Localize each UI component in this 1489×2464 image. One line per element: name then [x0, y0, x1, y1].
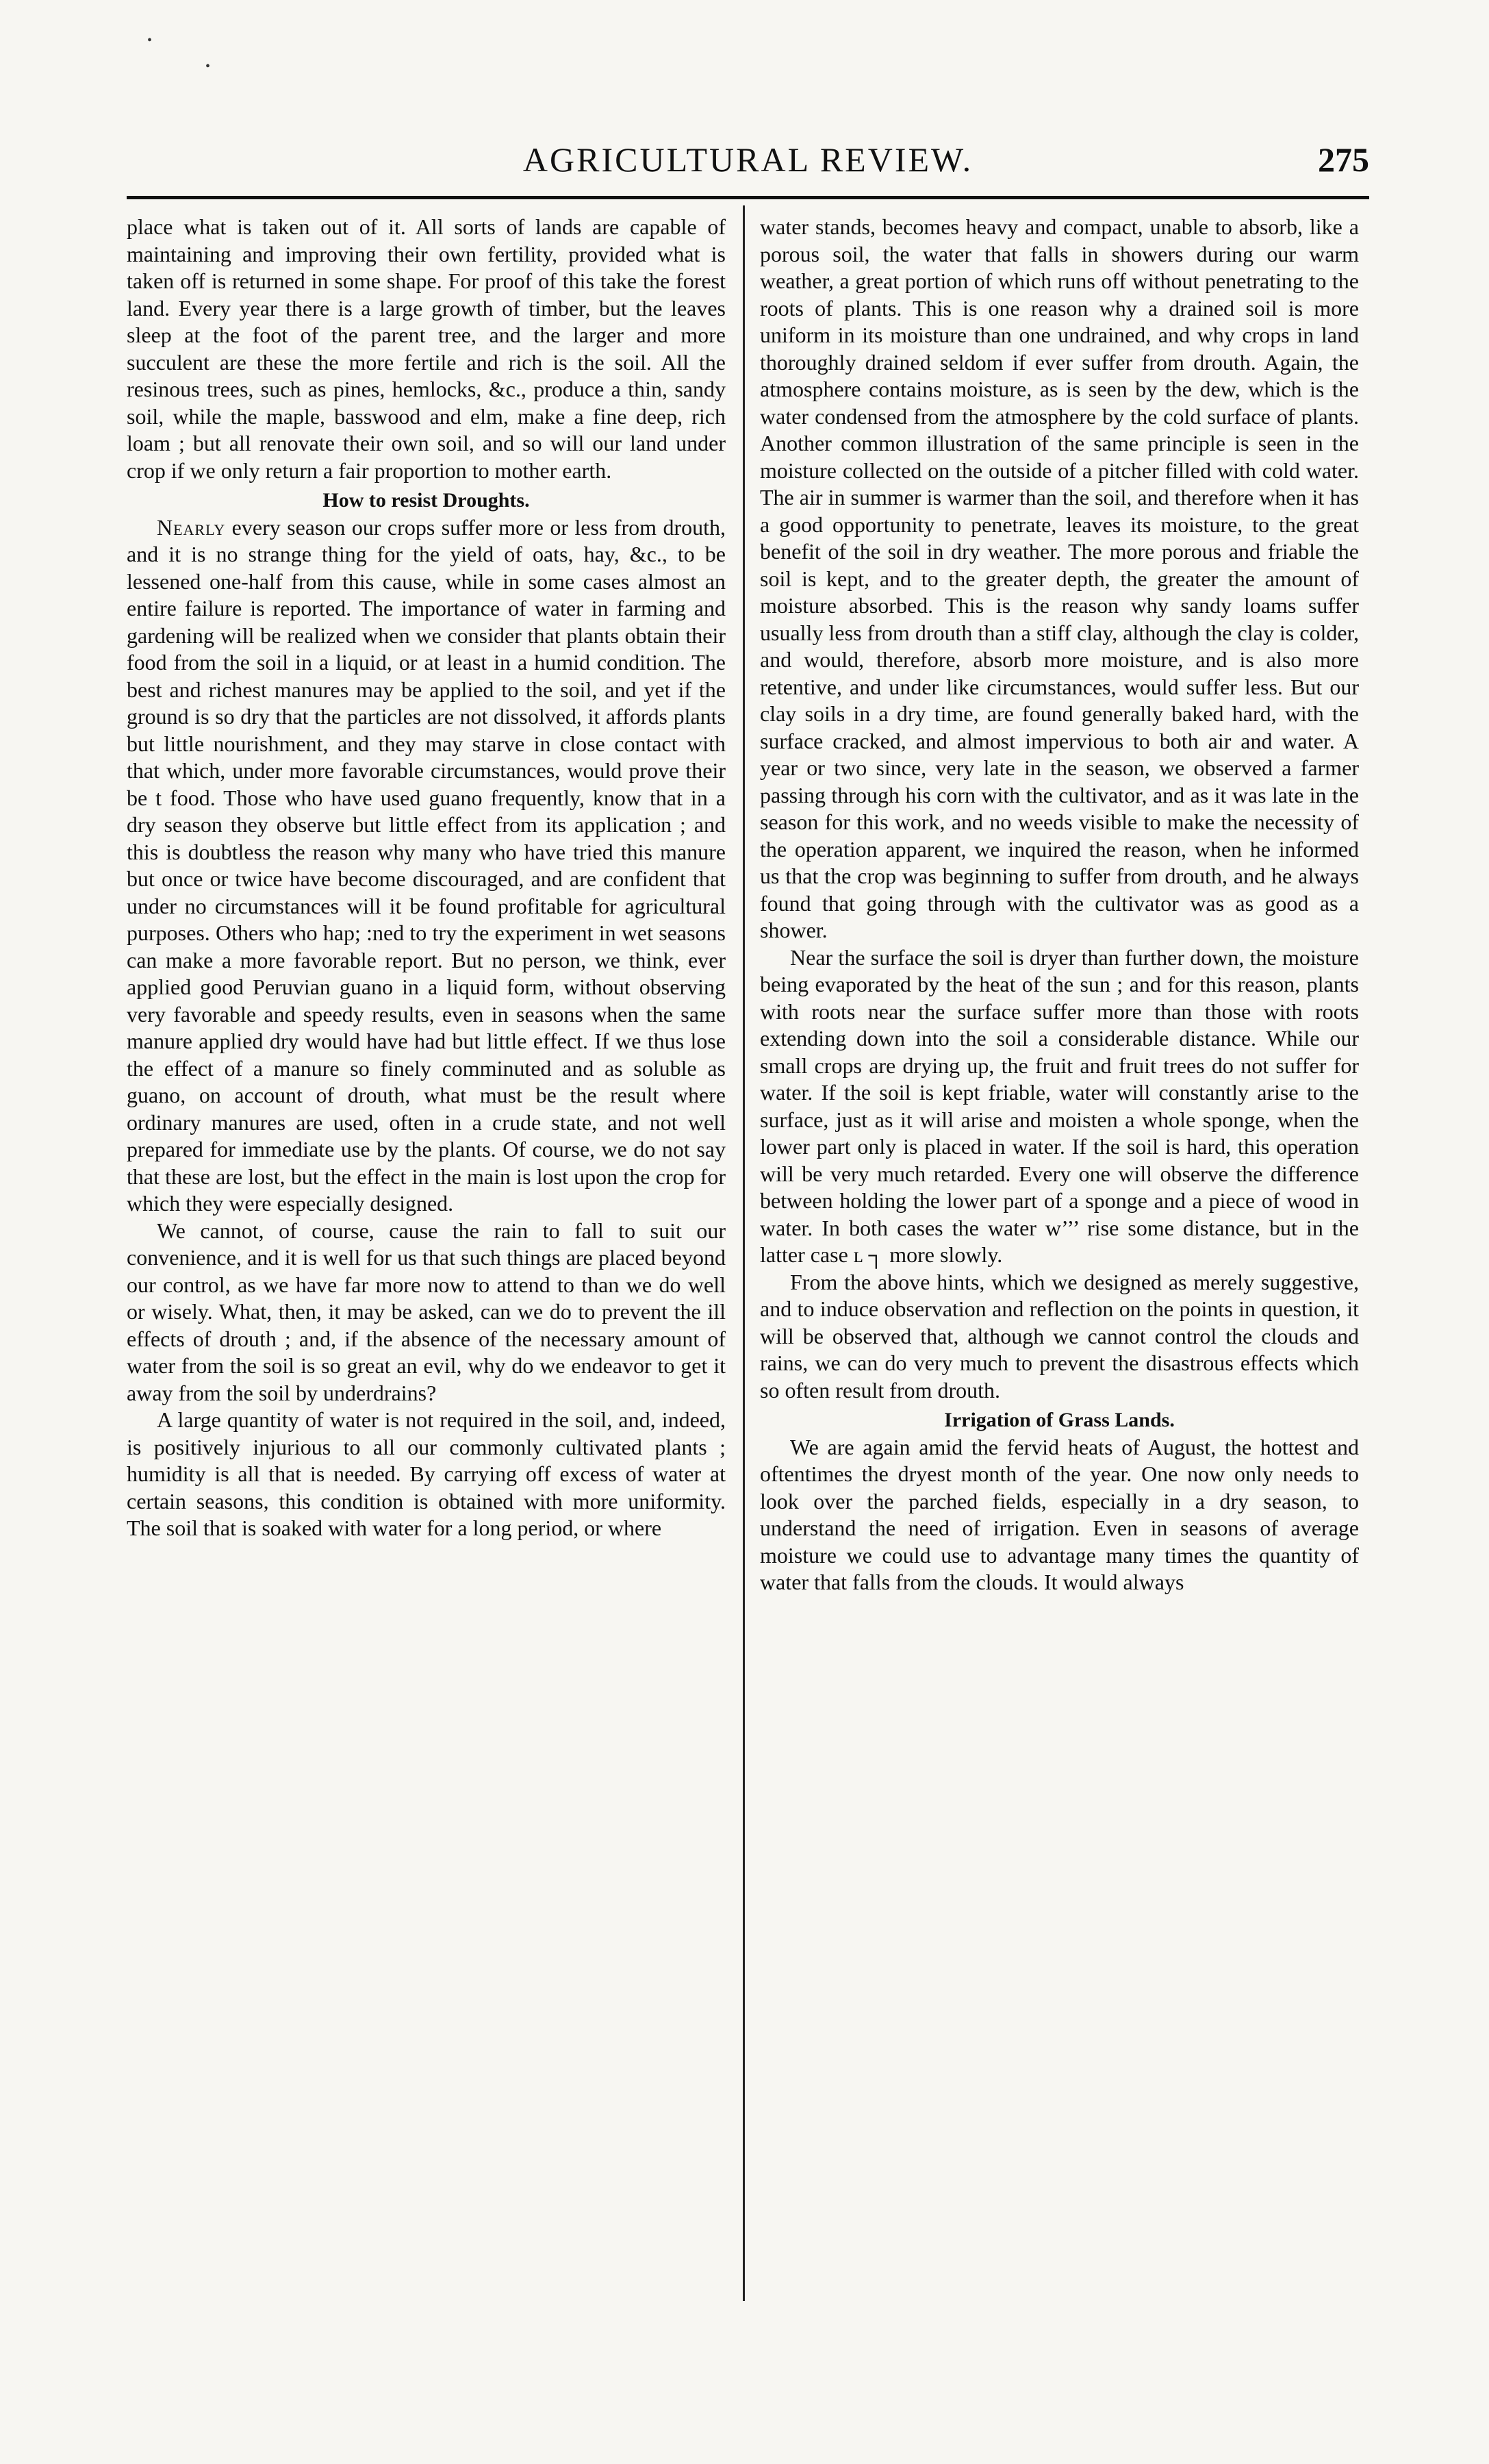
paragraph: A large quantity of water is not required in the soil, and, indeed, is positively injurious to all our commonly cultivated plants ; humidity is all that is needed. By carrying off excess of water at certain seasons, this condition is obtained with more uniformity. The soil that is soaked with water for a long period, or where [127, 1407, 726, 1540]
section-heading: Irrigation of Grass Lands. [944, 1409, 1175, 1431]
paragraph: We cannot, of course, cause the rain to fall to suit our convenience, and it is well for us that such things are placed beyond our control, as we have far more now to attend to than we do well or wisely. What, then, it may be asked, can we do to prevent the ill effects of drouth ; and, if the absence of the necessary amount of water from the soil is so great an evil, why do we endeavor to get it away from the soil by underdrains? [127, 1218, 726, 1405]
document-page: • • AGRICULTURAL REVIEW. 275 place what is taken out of it. All sorts of lands are capable of maintaining and improving their own fertility, provided what is taken off is returned in some shape. For proof of this take the forest land. Every year there is a large growth of timber, but the leaves sleep at the foot of the parent tree, and the larger and more succulent are these the more fertile and rich is the soil. All the resinous trees, such as pines, hemlocks, &c., produce a thin, sandy soil, while the maple, basswood and elm, make a fine deep, rich loam ; but all renovate their own soil, and so will our land under crop if we only return a fair proportion to mother earth. How to resist Droughts. Nearly every season our crops suffer more or less from drouth, and it is no strange thing for the yield of oats, hay, &c., to be lessened one-half from this cause, while in some cases almost an entire failure is reported. The importance of water in farming and gardening will be realized when we consider that plants obtain their food from the soil in a liquid, or at least in a humid condition. The best and richest manures may be applied to the soil, and yet if the ground is so dry that the particles are not dissolved, it affords plants but little nourishment, and they may starve in close contact with that which, under more favorable circumstances, would prove their be t food. Those who have used guano frequently, know that in a dry season they observe but little effect from its application ; and this is doubtless the reason why many who have tried this manure but once or twice have become discouraged, and are confident that under no circumstances will it be found profitable for agricultural purposes. Others who hap; :ned to try the experiment in wet seasons can make a more favorable report. But no person, we think, ever applied good Peruvian guano in a liquid form, without observing very favorable and speedy results, even in seasons when the same manure applied dry would have had but little effect. If we thus lose the effect of a manure so finely comminuted and as soluble as guano, on account of drouth, what must be the result where ordinary manures are used, often in a crude state, and not well prepared for immediate use by the plants. Of course, we do not say that these are lost, but the effect in the main is lost upon the crop for which they were especially designed. We cannot, of course, cause the rain to fall to suit our convenience, and it is well for us that such things are placed beyond our control, as we have far more now to attend to than we do well or wisely. What, then, it may be asked, can we do to prevent the ill effects of drouth ; and, if the absence of the necessary amount of water from the soil is so great an evil, why do we endeavor to get it away from the soil by underdrains? A large quantity of water is not required in the soil, and, indeed, is positively injurious to all our commonly cultivated plants ; humidity is all that is needed. By carrying off excess of water at certain seasons, this condition is obtained with more uniformity. The soil that is soaked with water for a long period, or where water stands, becomes heavy and compact, unable to absorb, like a porous soil, the water that falls in showers during our warm weather, a great portion of which runs off without penetrating to the roots of plants. This is one reason why a drained soil is more uniform in its moisture than one undrained, and why crops in land thoroughly drained seldom if ever suffer from drouth. Again, the atmosphere contains moisture, as is seen by the dew, which is the water condensed from the atmosphere by the cold surface of plants. Another common illustration of the same principle is seen in the moisture collected on the outside of a pitcher filled with cold water. The air in summer is warmer than the soil, and therefore when it has a good opportunity to penetrate, leaves its moisture, to the great benefit of the soil in dry weather. The more porous and friable the soil is kept, and to the greater depth, the greater the amount of moisture absorbed. This is the reason why sandy loams suffer usually less from drouth than a stiff clay, although the clay is colder, and would, therefore, absorb more moisture, and is also more retentive, and under like circumstances, would suffer less. But our clay soils in a dry time, are found generally baked hard, with the surface cracked, and almost impervious to both air and water. A year or two since, very late in the season, we observed a farmer passing through his corn with the cultivator, and as it was late in the season for this work, and no weeds visible to make the necessity of the operation apparent, we inquired the reason, when he informed us that the crop was beginning to suffer from drouth, and he always found that going through with the cultivator was as good as a shower. Near the surface the soil is dryer than further down, the moisture being evaporated by the heat of the sun ; and for this reason, plants with roots near the surface suffer more than those with roots extending down into the soil a considerable distance. While our small crops are drying up, the fruit and fruit trees do not suffer for water. If the soil is kept friable, water will constantly arise to the surface, just as it will arise and moisten a whole sponge, when the lower part only is placed in water. If the soil is hard, this operation will be very much retarded. Every one will observe the difference between holding the lower part of a sponge and a piece of wood in water. In both cases the water w’’’ rise some distance, but in the latter case ʟ ┐ more slowly. From the above hints, which we designed as merely suggestive, and to induce observation and reflection on the points in question, it will be observed that, although we cannot control the clouds and rains, we can do very much to prevent the disastrous effects which so often result from drouth. Irrigation of Grass Lands. We are again amid the fervid heats of August, the hottest and oftentimes the dryest month of the year. One now only needs to look over the parched fields, especially in a dry season, to understand the need of irrigation. Even in seasons of average moisture we could use to advantage many times the quantity of water that falls from the clouds. It would always [0, 0, 1489, 2464]
page-number: 275 [1318, 140, 1369, 179]
right-column [760, 214, 1359, 1596]
paragraph: Near the surface the soil is dryer than further down, the moisture being evaporated by the heat of the sun ; and for this reason, plants with roots near the surface suffer more than those with roots extending down into the soil a considerable distance. While our small crops are drying up, the fruit and fruit trees do not suffer for water. If the soil is kept friable, water will constantly arise to the surface, just as it will arise and moisten a whole sponge, when the lower part only is placed in water. If the soil is hard, this operation will be very much retarded. Every one will observe the difference between holding the lower part of a sponge and a piece of wood in water. In both cases the water w’’’ rise some distance, but in the latter case ʟ ┐ more slowly. [760, 944, 1359, 1267]
paragraph: water stands, becomes heavy and compact, unable to absorb, like a porous soil, the water that falls in showers during our warm weather, a great portion of which runs off without penetrating to the roots of plants. This is one reason why a drained soil is more uniform in its moisture than one undrained, and why crops in land thoroughly drained seldom if ever suffer from drouth. Again, the atmosphere contains moisture, as is seen by the dew, which is the water condensed from the atmosphere by the cold surface of plants. Another common illustration of the same principle is seen in the moisture collected on the outside of a pitcher filled with cold water. The air in summer is warmer than the soil, and therefore when it has a good opportunity to penetrate, leaves its moisture, to the great benefit of the soil in dry weather. The more porous and friable the soil is kept, and to the greater depth, the greater the amount of moisture absorbed. This is the reason why sandy loams suffer usually less from drouth than a stiff clay, although the clay is colder, and would, therefore, absorb more moisture, and is also more retentive, and under like circumstances, would suffer less. But our clay soils in a dry time, are found generally baked hard, with the surface cracked, and almost impervious to both air and water. A year or two since, very late in the season, we observed a farmer passing through his corn with the cultivator, and as it was late in the season for this work, and no weeds visible to make the necessity of the operation apparent, we inquired the reason, when he informed us that the crop was beginning to suffer from drouth, and he always found that going through with the cultivator was as good as a shower. [760, 214, 1359, 942]
column-divider [743, 205, 745, 2301]
section-heading: How to resist Droughts. [322, 489, 530, 512]
paragraph-text: every season our crops suffer more or less from drouth, and it is no strange thing for the yield of oats, hay, &c., to be lessened one-half from this cause, while in some cases almost an entire failure is reported. The importance of water in farming and gardening will be realized when we consider that plants obtain their food from the soil in a liquid, or at least in a humid condition. The best and richest manures may be applied to the soil, and yet if the ground is so dry that the particles are not dissolved, it affords plants but little nourishment, and they may starve in close contact with that which, under more favorable circumstances, would prove their be t food. Those who have used guano frequently, know that in a dry season they observe but little effect from its application ; and this is doubtless the reason why many who have tried this manure but once or twice have become discouraged, and are confident that under no circumstances will it be found profitable for agricultural purposes. Others who hap; :ned to try the experiment in wet seasons can make a more favorable report. But no person, we think, ever applied good Peruvian guano in a liquid form, without observing very favorable and speedy results, even in seasons when the same manure applied dry would have had but little effect. If we thus lose the effect of a manure so finely comminuted and as soluble as guano, on account of drouth, what must be the result where ordinary manures are used, often in a crude state, and not well prepared for immediate use by the plants. Of course, we do not say that these are lost, but the effect in the main is lost upon the crop for which they were especially designed. [127, 514, 726, 1216]
paragraph [127, 514, 726, 1218]
left-column [127, 214, 726, 1542]
running-title: AGRICULTURAL REVIEW. [522, 140, 973, 179]
header-rule [127, 196, 1369, 199]
lead-word: Nearly [157, 514, 226, 540]
paragraph: We are again amid the fervid heats of August, the hottest and oftentimes the dryest month of the year. One now only needs to look over the parched fields, especially in a dry season, to understand the need of irrigation. Even in seasons of average moisture we could use to advantage many times the quantity of water that falls from the clouds. It would always [760, 1434, 1359, 1594]
page-header [127, 140, 1369, 201]
paragraph: place what is taken out of it. All sorts of lands are capable of maintaining and improving their own fertility, provided what is taken off is returned in some shape. For proof of this take the forest land. Every year there is a large growth of timber, but the leaves sleep at the foot of the parent tree, and the larger and more succulent are these the more fertile and rich is the soil. All the resinous trees, such as pines, hemlocks, &c., produce a thin, sandy soil, while the maple, basswood and elm, make a fine deep, rich loam ; but all renovate their own soil, and so will our land under crop if we only return a fair proportion to mother earth. [127, 214, 726, 483]
paragraph: From the above hints, which we designed as merely suggestive, and to induce observation and reflection on the points in question, it will be observed that, although we cannot control the clouds and rains, we can do very much to prevent the disastrous effects which so often result from drouth. [760, 1269, 1359, 1403]
